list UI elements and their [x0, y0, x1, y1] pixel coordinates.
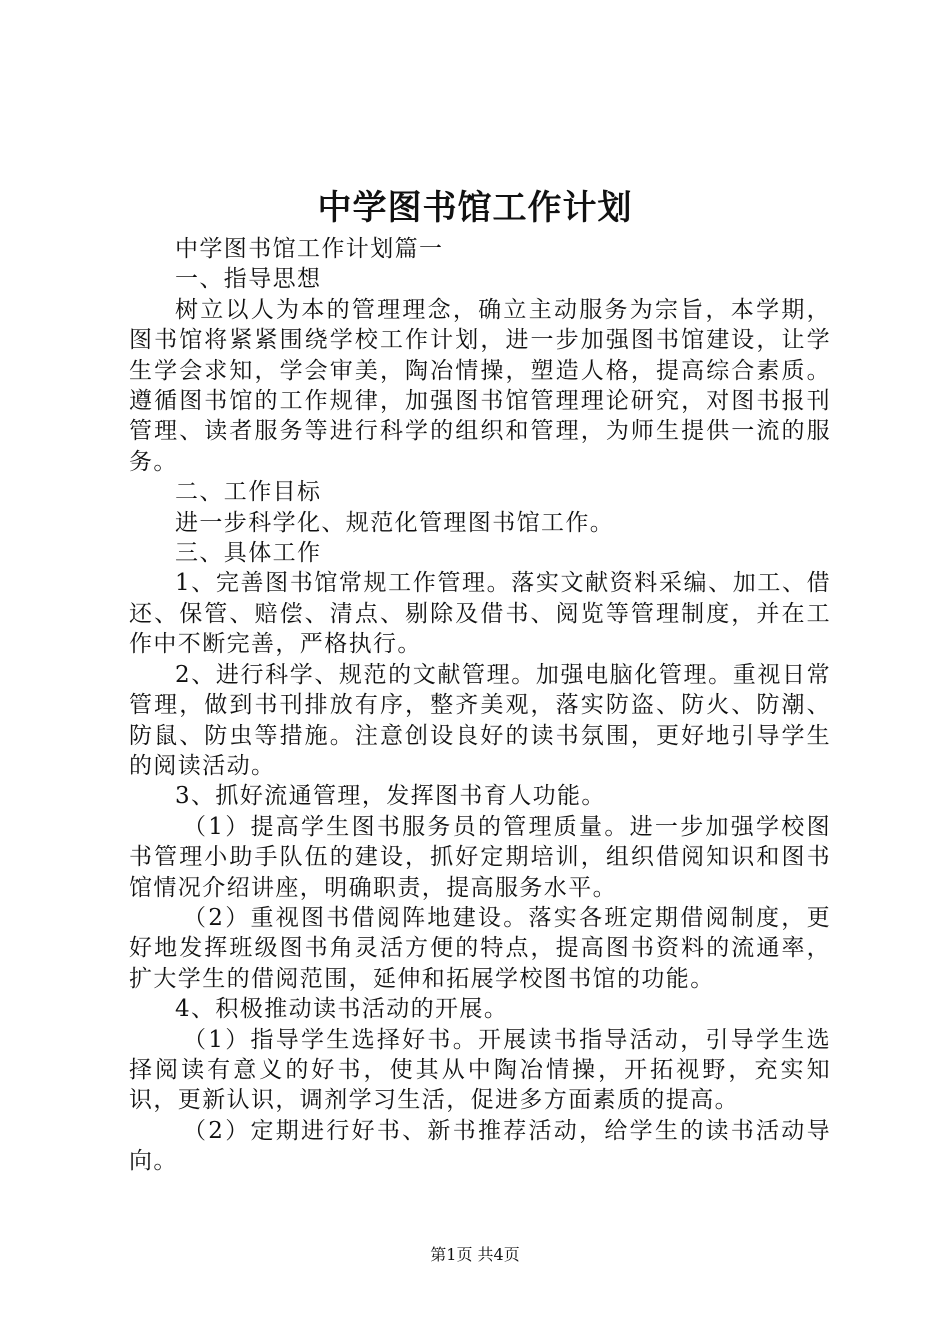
heading-specific-work: 三、具体工作 [175, 540, 322, 567]
paragraph-item-4-1: （1）指导学生选择好书。开展读书指导活动，引导学生选择阅读有意义的好书，使其从中陶冶情操，开拓视野，充实知识，更新认识，调剂学习生活，促进多方面素质的提高。 [129, 1026, 831, 1114]
paragraph-item-3-1: （1）提高学生图书服务员的管理质量。进一步加强学校图书管理小助手队伍的建设，抓好定期培训，组织借阅知识和图书馆情况介绍讲座，明确职责，提高服务水平。 [129, 813, 831, 901]
heading-work-goals: 二、工作目标 [175, 479, 322, 506]
page-footer: 第1页 共4页 [430, 1245, 520, 1264]
paragraph-work-goals: 进一步科学化、规范化管理图书馆工作。 [175, 509, 615, 536]
paragraph-item-1: 1、完善图书馆常规工作管理。落实文献资料采编、加工、借还、保管、赔偿、清点、剔除及借书、阅览等管理制度，并在工作中不断完善，严格执行。 [129, 570, 831, 658]
paragraph-item-4: 4、积极推动读书活动的开展。 [175, 996, 509, 1023]
paragraph-guiding-ideology: 树立以人为本的管理理念，确立主动服务为宗旨，本学期，图书馆将紧紧围绕学校工作计划，进一步加强图书馆建设，让学生学会求知，学会审美，陶冶情操，塑造人格，提高综合素质。遵循图书馆的工作规律，加强图书馆管理理论研究，对图书报刊管理、读者服务等进行科学的组织和管理，为师生提供一流的服务。 [129, 296, 831, 475]
paragraph-item-3-2: （2）重视图书借阅阵地建设。落实各班定期借阅制度，更好地发挥班级图书角灵活方便的特点，提高图书资料的流通率，扩大学生的借阅范围，延伸和拓展学校图书馆的功能。 [129, 904, 831, 992]
paragraph-item-2: 2、进行科学、规范的文献管理。加强电脑化管理。重视日常管理，做到书刊排放有序，整齐美观，落实防盗、防火、防潮、防鼠、防虫等措施。注意创设良好的读书氛围，更好地引导学生的阅读活动。 [129, 661, 831, 779]
section-heading-part-one: 中学图书馆工作计划篇一 [175, 236, 444, 262]
paragraph-item-4-2: （2）定期进行好书、新书推荐活动，给学生的读书活动导向。 [129, 1117, 831, 1175]
document-body [129, 234, 831, 1177]
document-title: 中学图书馆工作计划 [317, 188, 633, 228]
heading-guiding-ideology: 一、指导思想 [175, 266, 322, 293]
paragraph-item-3: 3、抓好流通管理，发挥图书育人功能。 [175, 783, 606, 810]
